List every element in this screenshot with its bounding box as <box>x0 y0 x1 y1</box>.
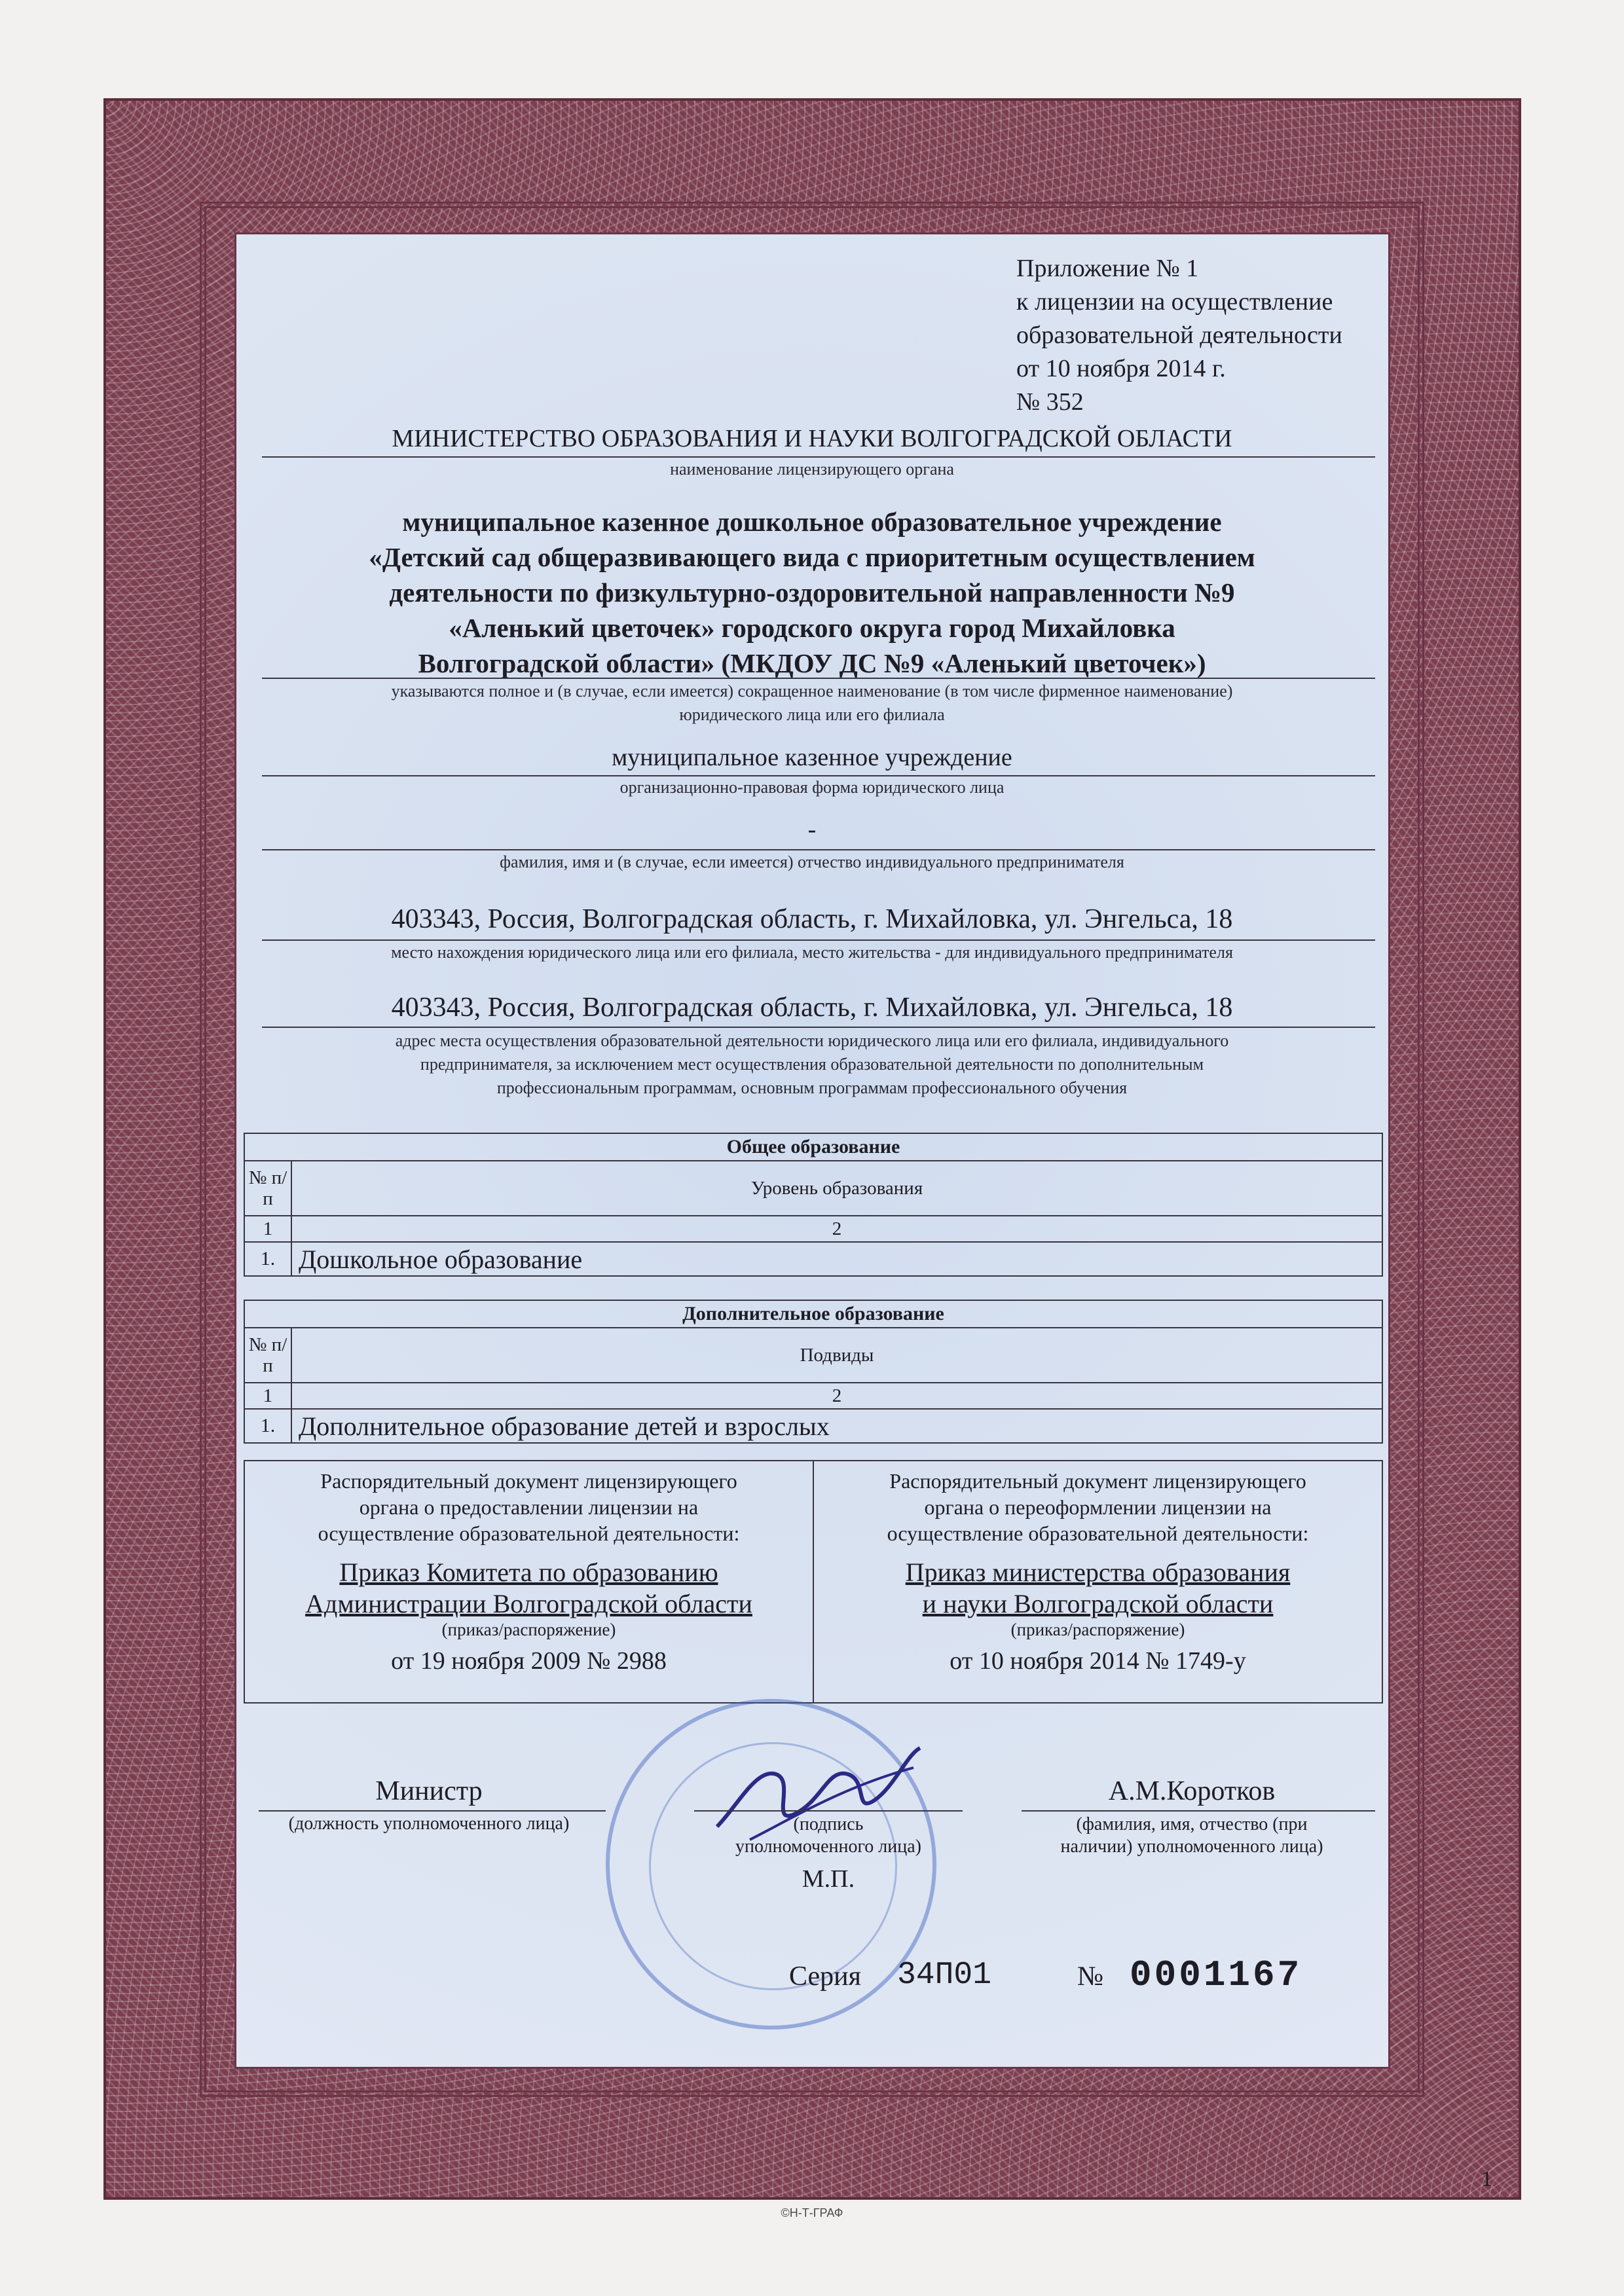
appendix-line: к лицензии на осуществление <box>1016 288 1333 316</box>
page-number: 1 <box>1481 2167 1492 2191</box>
location-caption: место нахождения юридического лица или его филиала, место жительства - для индивидуального предпринимателя <box>391 943 1233 962</box>
number-label: № <box>1077 1961 1104 1992</box>
caption-line: указываются полное и (в случае, если имеется) сокращенное наименование (в том числе фирменное наименование) <box>391 682 1233 701</box>
authority-caption: наименование лицензирующего органа <box>670 460 954 479</box>
divider <box>262 456 1375 458</box>
signature-line <box>1022 1810 1375 1812</box>
column-header-level: Уровень образования <box>291 1161 1382 1216</box>
row-number: 1. <box>244 1242 291 1276</box>
table-row <box>244 1409 1382 1443</box>
table-title: Общее образование <box>244 1133 1382 1161</box>
name-caption <box>1008 1813 1375 1858</box>
order-intro: органа о переоформлении лицензии на <box>924 1495 1272 1519</box>
signer-name: А.М.Коротков <box>1108 1776 1276 1806</box>
order-caption: (приказ/распоряжение) <box>441 1620 616 1639</box>
location-value: 403343, Россия, Волгоградская область, г. Михайловка, ул. Энгельса, 18 <box>391 904 1233 934</box>
order-document: и науки Волгоградской области <box>922 1589 1274 1618</box>
divider <box>262 775 1375 776</box>
series-value: 34П01 <box>897 1958 992 1993</box>
order-date: от 19 ноября 2009 № 2988 <box>391 1647 667 1675</box>
order-intro: Распорядительный документ лицензирующего <box>889 1469 1306 1493</box>
order-date: от 10 ноября 2014 № 1749-у <box>950 1647 1246 1675</box>
order-document: Администрации Волгоградской области <box>305 1589 752 1618</box>
caption-line: профессиональным программам, основным программам профессионального обучения <box>496 1078 1128 1097</box>
row-name: Дошкольное образование <box>291 1242 1382 1276</box>
licensee-line: муниципальное казенное дошкольное образовательное учреждение <box>402 507 1222 537</box>
activity-address-caption <box>262 1029 1362 1100</box>
appendix-block <box>1016 252 1342 419</box>
order-intro: Распорядительный документ лицензирующего <box>320 1469 737 1493</box>
column-index: 1 <box>244 1383 291 1409</box>
table-title: Дополнительное образование <box>244 1300 1382 1328</box>
signature-line <box>259 1810 606 1812</box>
divider <box>262 939 1375 941</box>
caption-line: наличии) уполномоченного лица) <box>1060 1836 1323 1857</box>
licensee-name <box>262 504 1362 681</box>
printer-mark: ©Н-Т-ГРАФ <box>781 2206 843 2219</box>
licensee-line: «Аленький цветочек» городского округа город Михайловка <box>449 613 1175 643</box>
table-row <box>244 1242 1382 1276</box>
licensee-line: Волгоградской области» (МКДОУ ДС №9 «Аленький цветочек») <box>418 648 1206 678</box>
caption-line: уполномоченного лица) <box>735 1836 921 1857</box>
licensee-line: «Детский сад общеразвивающего вида с приоритетным осуществлением <box>369 542 1255 572</box>
order-caption: (приказ/распоряжение) <box>1010 1620 1185 1639</box>
order-intro: осуществление образовательной деятельности: <box>318 1522 740 1545</box>
caption-line: (подпись <box>793 1814 864 1834</box>
signature-line <box>694 1810 963 1812</box>
caption-line: предпринимателя, за исключением мест осуществления образовательной деятельности по дополнительным <box>420 1055 1204 1074</box>
appendix-number: № 352 <box>1016 388 1084 416</box>
appendix-title: Приложение № 1 <box>1016 255 1199 282</box>
entrepreneur-caption: фамилия, имя и (в случае, если имеется) отчество индивидуального предпринимателя <box>500 852 1124 871</box>
caption-line: адрес места осуществления образовательной деятельности юридического лица или его филиала, индивидуального <box>395 1031 1229 1050</box>
column-header-subtype: Подвиды <box>291 1328 1382 1383</box>
seal-mark: М.П. <box>802 1865 855 1893</box>
position-caption: (должность уполномоченного лица) <box>288 1813 570 1834</box>
additional-education-table <box>244 1300 1383 1444</box>
order-document: Приказ Комитета по образованию <box>339 1558 718 1587</box>
column-index: 1 <box>244 1216 291 1242</box>
order-intro: осуществление образовательной деятельности: <box>887 1522 1309 1545</box>
authority-name: МИНИСТЕРСТВО ОБРАЗОВАНИЯ И НАУКИ ВОЛГОГРАДСКОЙ ОБЛАСТИ <box>392 425 1232 452</box>
order-document: Приказ министерства образования <box>905 1558 1291 1587</box>
column-header-number: № п/п <box>244 1161 291 1216</box>
row-number: 1. <box>244 1409 291 1443</box>
appendix-date: от 10 ноября 2014 г. <box>1016 355 1226 382</box>
column-index: 2 <box>291 1216 1382 1242</box>
entrepreneur-value: - <box>807 816 817 843</box>
activity-address-value: 403343, Россия, Волгоградская область, г. Михайловка, ул. Энгельса, 18 <box>391 993 1233 1023</box>
serial-number: 0001167 <box>1130 1954 1302 1996</box>
signer-position: Министр <box>375 1776 483 1806</box>
signature-caption <box>694 1813 963 1858</box>
divider <box>262 1027 1375 1028</box>
caption-line: (фамилия, имя, отчество (при <box>1076 1814 1308 1834</box>
legal-form-caption: организационно-правовая форма юридического лица <box>619 778 1005 797</box>
reissue-order-cell <box>813 1461 1382 1703</box>
grant-order-cell <box>244 1461 813 1703</box>
divider <box>262 678 1375 679</box>
licensee-line: деятельности по физкультурно-оздоровительной направленности №9 <box>389 577 1235 608</box>
legal-form-value: муниципальное казенное учреждение <box>612 744 1012 771</box>
column-index: 2 <box>291 1383 1382 1409</box>
general-education-table <box>244 1133 1383 1277</box>
appendix-line: образовательной деятельности <box>1016 321 1342 349</box>
series-label: Серия <box>789 1961 861 1992</box>
divider <box>262 849 1375 850</box>
column-header-number: № п/п <box>244 1328 291 1383</box>
caption-line: юридического лица или его филиала <box>679 705 945 724</box>
orders-table <box>244 1460 1383 1704</box>
licensee-caption <box>262 680 1362 727</box>
order-intro: органа о предоставлении лицензии на <box>359 1495 699 1519</box>
row-name: Дополнительное образование детей и взрослых <box>291 1409 1382 1443</box>
